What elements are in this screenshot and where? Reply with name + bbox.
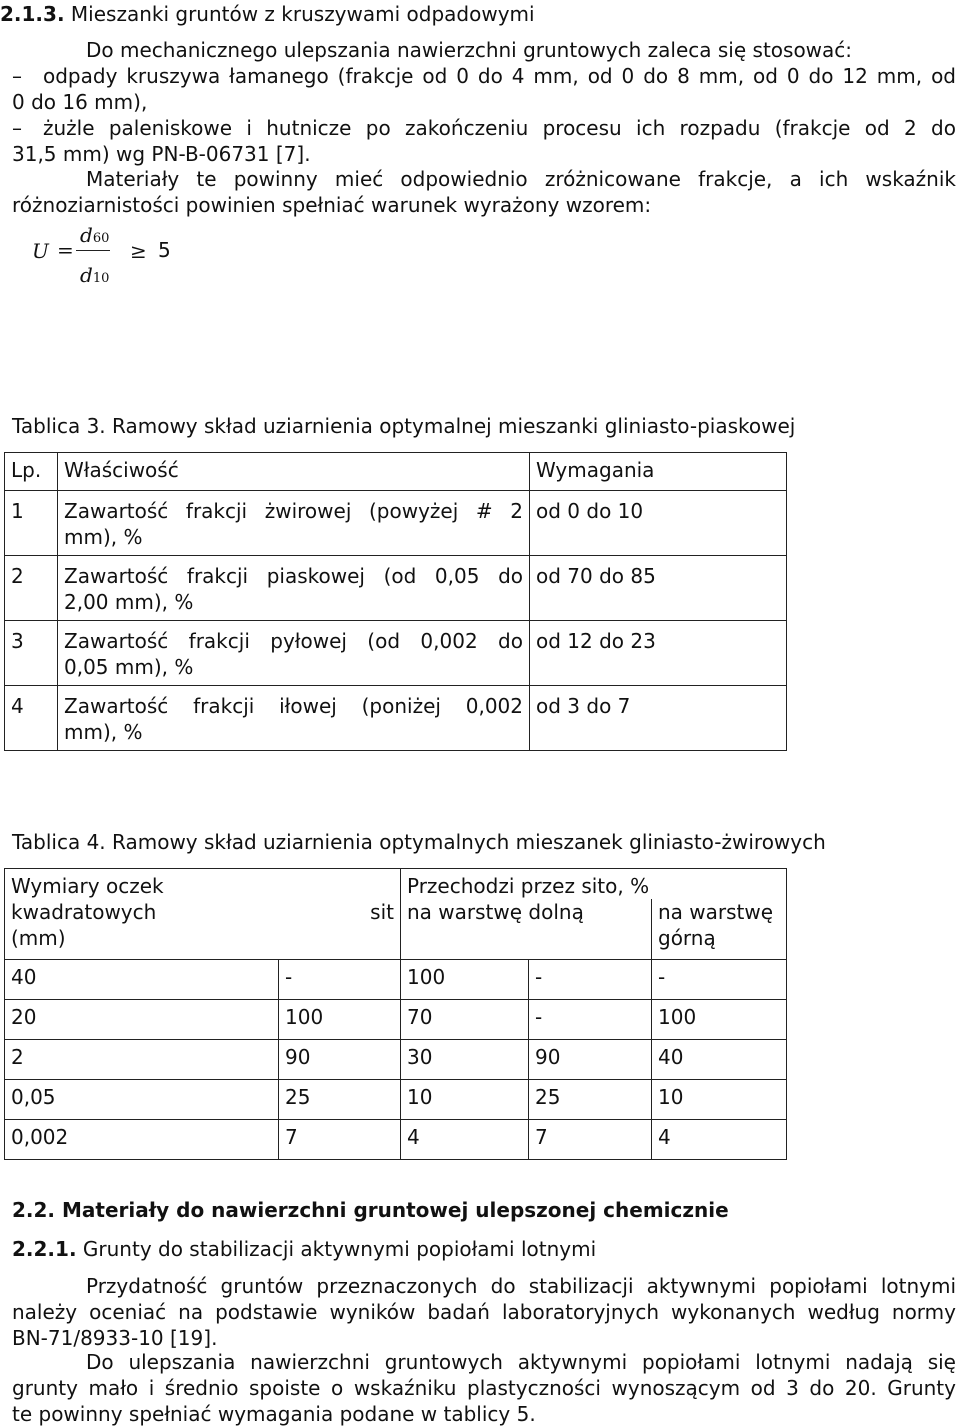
section-heading	[0, 1, 535, 27]
table-row	[5, 686, 787, 751]
table-row	[5, 1120, 787, 1160]
table-header-row	[5, 869, 787, 900]
cell: 40	[652, 1040, 787, 1080]
table3-caption: Tablica 3. Ramowy skład uziarnienia optymalnej mieszanki gliniasto-piaskowej	[12, 414, 796, 438]
dash-icon: –	[12, 116, 22, 140]
cell: 90	[529, 1040, 652, 1080]
header-upper-layer: na warstwę górną	[652, 899, 787, 960]
cell: 0,002	[5, 1120, 279, 1160]
cell: -	[279, 960, 401, 1000]
cell: 10	[652, 1080, 787, 1120]
section-number: 2.1.3.	[0, 2, 65, 26]
cell: 40	[5, 960, 279, 1000]
cell: 100	[279, 1000, 401, 1040]
bullet2-line1: żużle paleniskowe i hutnicze po zakończeniu procesu ich rozpadu (frakcje od 2 do	[43, 116, 956, 140]
section221-heading	[12, 1236, 596, 1262]
para2-line2: grunty mało i średnio spoiste o wskaźniku plastyczności wynoszącym od 3 do 20. Grunty	[12, 1376, 956, 1400]
table-row	[5, 1000, 787, 1040]
intro-text: Do mechanicznego ulepszania nawierzchni gruntowych zaleca się stosować:	[86, 38, 853, 62]
cell: 2	[5, 1040, 279, 1080]
section221-title: Grunty do stabilizacji aktywnymi popiołami lotnymi	[82, 1237, 597, 1261]
cell: 7	[279, 1120, 401, 1160]
row-requirement: od 3 do 7	[530, 686, 787, 751]
formula-eq: =	[57, 238, 74, 262]
cell: -	[652, 960, 787, 1000]
cell: 4	[401, 1120, 529, 1160]
cell: -	[529, 1000, 652, 1040]
cell: 20	[5, 1000, 279, 1040]
table-row	[5, 960, 787, 1000]
cell: 70	[401, 1000, 529, 1040]
fraction-bar	[76, 250, 110, 251]
table-row	[5, 491, 787, 556]
formula-ge: ≥	[130, 239, 147, 263]
header-lp: Lp.	[5, 453, 58, 491]
section221-number: 2.2.1.	[12, 1237, 77, 1261]
materials-line1: Materiały te powinny mieć odpowiednio zróżnicowane frakcje, a ich wskaźnik	[86, 167, 956, 191]
table-header-row	[5, 453, 787, 491]
cell: 90	[279, 1040, 401, 1080]
header-passing-group: Przechodzi przez sito, %	[401, 869, 787, 900]
table4-caption: Tablica 4. Ramowy skład uziarnienia optymalnych mieszanek gliniasto-żwirowych	[12, 830, 826, 854]
cell: 0,05	[5, 1080, 279, 1120]
para1-line1: Przydatność gruntów przeznaczonych do stabilizacji aktywnymi popiołami lotnymi	[86, 1274, 956, 1298]
header-property: Właściwość	[58, 453, 530, 491]
table3	[4, 452, 787, 751]
table-row	[5, 1040, 787, 1080]
materials-line2: różnoziarnistości powinien spełniać warunek wyrażony wzorem:	[12, 193, 652, 217]
cell: 100	[652, 1000, 787, 1040]
cell: 25	[529, 1080, 652, 1120]
formula-numerator: d60	[80, 223, 110, 247]
para2-line3: te powinny spełniać wymagania podane w tablicy 5.	[12, 1402, 536, 1426]
row-requirement: od 70 do 85	[530, 556, 787, 621]
row-property: Zawartość frakcji żwirowej (powyżej # 2 mm), %	[58, 491, 530, 556]
dash-icon: –	[12, 64, 22, 88]
formula-rhs: 5	[158, 238, 171, 262]
row-property: Zawartość frakcji piaskowej (od 0,05 do 2,00 mm), %	[58, 556, 530, 621]
row-requirement: od 0 do 10	[530, 491, 787, 556]
row-lp: 3	[5, 621, 58, 686]
cell: 100	[401, 960, 529, 1000]
bullet1-line2: 0 do 16 mm),	[12, 90, 148, 114]
formula-denominator: d10	[80, 263, 110, 287]
section22-heading	[12, 1197, 729, 1223]
numerator-subscript: 60	[92, 231, 110, 246]
formula-lhs: U	[32, 239, 49, 263]
section-title: Mieszanki gruntów z kruszywami odpadowymi	[70, 2, 535, 26]
row-lp: 2	[5, 556, 58, 621]
header-lower-layer: na warstwę dolną	[401, 899, 652, 960]
header-requirements: Wymagania	[530, 453, 787, 491]
row-lp: 4	[5, 686, 58, 751]
table-row	[5, 621, 787, 686]
table-row	[5, 1080, 787, 1120]
cell: 4	[652, 1120, 787, 1160]
section22-number: 2.2.	[12, 1198, 56, 1222]
row-lp: 1	[5, 491, 58, 556]
bullet2-line2: 31,5 mm) wg PN-B-06731 [7].	[12, 142, 311, 166]
cell: -	[529, 960, 652, 1000]
cell: 7	[529, 1120, 652, 1160]
para2-line1: Do ulepszania nawierzchni gruntowych aktywnymi popiołami lotnymi nadają się	[86, 1350, 956, 1374]
cell: 30	[401, 1040, 529, 1080]
row-property: Zawartość frakcji pyłowej (od 0,002 do 0,05 mm), %	[58, 621, 530, 686]
denominator-subscript: 10	[92, 271, 110, 286]
row-property: Zawartość frakcji iłowej (poniżej 0,002 mm), %	[58, 686, 530, 751]
para1-line3: BN-71/8933-10 [19].	[12, 1326, 218, 1350]
cell: 25	[279, 1080, 401, 1120]
para1-line2: należy oceniać na podstawie wyników badań laboratoryjnych wykonanych według normy	[12, 1300, 956, 1324]
header-mesh-size: Wymiary oczek kwadratowych sit (mm)	[5, 869, 401, 960]
bullet1-line1: odpady kruszywa łamanego (frakcje od 0 do 4 mm, od 0 do 8 mm, od 0 do 12 mm, od	[43, 64, 956, 88]
section22-title: Materiały do nawierzchni gruntowej ulepszonej chemicznie	[62, 1198, 729, 1222]
table-row	[5, 556, 787, 621]
cell: 10	[401, 1080, 529, 1120]
row-requirement: od 12 do 23	[530, 621, 787, 686]
table4	[4, 868, 787, 1160]
